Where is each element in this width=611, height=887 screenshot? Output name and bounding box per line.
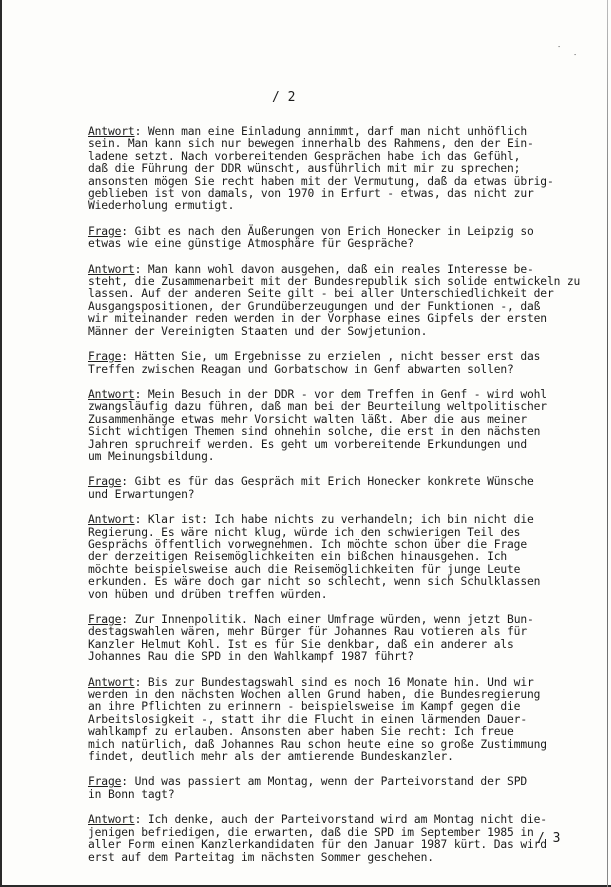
text-line: destagswahlen wären, mehr Bürger für Johannes Rau votieren als für: [88, 625, 527, 639]
answer-label: Antwort: [88, 813, 135, 827]
text-line: an ihre Pflichten zu erinnern - beispielsweise im Kampf gegen die: [88, 700, 521, 714]
text-line: [88, 476, 558, 488]
text-line: steht, die Zusammenarbeit mit der Bundesrepublik sich solide entwickeln zu: [88, 275, 581, 289]
line-text: : Ich denke, auch der Parteivorstand wird am Montag nicht die-: [134, 813, 547, 827]
text-line: werden in den nächsten Wochen allen Grund haben, die Bundesregierung: [88, 688, 541, 702]
text-line: Sicht wichtigen Themen sind ohnehin solche, die erst in den nächsten: [88, 425, 541, 439]
question-paragraph: [88, 476, 558, 501]
question-paragraph: [88, 776, 558, 801]
answer-paragraph: [88, 389, 558, 463]
answer-label: Antwort: [88, 675, 135, 689]
text-line: mich natürlich, daß Johannes Rau schon heute eine so große Zustimmung: [88, 737, 547, 751]
line-text: : Mein Besuch in der DDR - vor dem Treffen in Genf - wird wohl: [134, 387, 547, 401]
page-number: / 2: [272, 90, 296, 105]
text-line: Ausgangspositionen, der Grundüberzeugungen und der Funktionen -, daß: [88, 299, 541, 313]
text-line: Jahren spruchreif werden. Es geht um vorbereitende Erkundungen und: [88, 437, 527, 451]
text-line: Johannes Rau die SPD in den Wahlkampf 1987 führt?: [88, 650, 414, 664]
text-line: Männer der Vereinigten Staaten und der Sowjetunion.: [88, 324, 428, 338]
question-label: Frage: [88, 475, 122, 489]
text-line: Arbeitslosigkeit -, statt ihr die Flucht in einen lärmenden Dauer-: [88, 712, 527, 726]
answer-label: Antwort: [88, 262, 135, 276]
text-line: von hüben und drüben treffen würden.: [88, 587, 328, 601]
text-line: Treffen zwischen Reagan und Gorbatschow in Genf abwarten sollen?: [88, 362, 514, 376]
text-line: Kanzler Helmut Kohl. Ist es für Sie denkbar, daß ein anderer als: [88, 637, 514, 651]
text-line: ladene setzt. Nach vorbereitenden Gesprächen habe ich das Gefühl,: [88, 149, 521, 163]
question-paragraph: [88, 351, 558, 376]
text-line: Regierung. Es wäre nicht klug, würde ich den schwierigen Teil des: [88, 525, 521, 539]
line-text: : Gibt es für das Gespräch mit Erich Honecker konkrete Wünsche: [121, 475, 534, 489]
answer-paragraph: [88, 262, 581, 338]
answer-label: Antwort: [88, 387, 135, 401]
line-text: : Bis zur Bundestagswahl sind es noch 16 Monate hin. Und wir: [134, 675, 534, 689]
text-line: etwas wie eine günstige Atmosphäre für Gespräche?: [88, 237, 414, 251]
text-line: möchte beispielsweise auch die Reisemöglichkeiten für junge Leute: [88, 562, 521, 576]
answer-label: Antwort: [88, 513, 135, 527]
text-line: findet, deutlich mehr als der amtierende Bundeskanzler.: [88, 750, 454, 764]
text-line: um Meinungsbildung.: [88, 449, 215, 463]
text-line: wahlkampf zu erlauben. Ansonsten aber haben Sie recht: Ich freue: [88, 725, 514, 739]
question-paragraph: [88, 614, 558, 664]
answer-paragraph: [88, 126, 558, 213]
text-line: [88, 514, 558, 526]
line-text: : Und was passiert am Montag, wenn der Parteivorstand der SPD: [121, 775, 527, 789]
interview-text: [88, 125, 581, 877]
text-line: ansonsten mögen Sie recht haben mit der Vermutung, daß da etwas übrig-: [88, 174, 554, 188]
answer-paragraph: [88, 813, 561, 864]
page-edge: [607, 0, 608, 887]
text-line: erkunden. Es wäre doch gar nicht so schlecht, wenn sich Schulklassen: [88, 575, 541, 589]
answer-paragraph: [88, 677, 558, 764]
next-page-number: / 3: [537, 831, 561, 846]
line-text: : Gibt es nach den Äußerungen von Erich Honecker in Leipzig so: [121, 224, 534, 238]
text-line: erst auf dem Parteitag im nächsten Sommer geschehen.: [88, 850, 434, 864]
text-line: wir miteinander reden werden in der Vorphase eines Gipfels der ersten: [88, 312, 547, 326]
text-line: [88, 776, 558, 788]
answer-label: Antwort: [88, 125, 135, 138]
question-label: Frage: [88, 350, 122, 364]
question-label: Frage: [88, 224, 122, 238]
text-line: Zusammenhänge etwas mehr Vorsicht walten läßt. Aber die aus meiner: [88, 412, 527, 426]
line-text: : Hätten Sie, um Ergebnisse zu erzielen , nicht besser erst das: [121, 350, 541, 364]
text-line: Wiederholung ermutigt.: [88, 199, 235, 213]
scan-speck: ⸳: [558, 41, 561, 50]
line-text: : Wenn man eine Einladung annimmt, darf man nicht unhöflich: [134, 125, 527, 138]
answer-paragraph: [88, 514, 558, 601]
text-line: Gesprächs öffentlich vorwegnehmen. Ich möchte schon über die Frage: [88, 537, 527, 551]
text-line: [88, 814, 558, 826]
scan-speck: ⸳: [574, 49, 577, 58]
text-line: der derzeitigen Reisemöglichkeiten ein bißchen hinausgehen. Ich: [88, 550, 508, 564]
text-line: lassen. Auf der anderen Seite gilt - bei aller Unterschiedlichkeit der: [88, 287, 554, 301]
line-text: : Klar ist: Ich habe nichts zu verhandeln; ich bin nicht die: [134, 513, 534, 527]
question-label: Frage: [88, 775, 122, 789]
text-line: jenigen befriedigen, die erwarten, daß die SPD im September 1985 in: [88, 825, 534, 839]
question-label: Frage: [88, 613, 122, 626]
text-line: in Bonn tagt?: [88, 787, 175, 801]
text-line: sein. Man kann sich nur bewegen innerhalb des Rahmens, den der Ein-: [88, 137, 534, 151]
line-text: : Man kann wohl davon ausgehen, daß ein reales Interesse be-: [134, 262, 534, 276]
text-line: [88, 351, 558, 363]
text-line: zwangsläufig dazu führen, daß man bei der Beurteilung weltpolitischer: [88, 400, 547, 414]
text-line: daß die Führung der DDR wünscht, ausführlich mit mir zu sprechen;: [88, 162, 521, 176]
line-text: : Zur Innenpolitik. Nach einer Umfrage würden, wenn jetzt Bun-: [121, 613, 534, 626]
text-line: geblieben ist von damals, von 1970 in Erfurt - etwas, das nicht zur: [88, 187, 534, 201]
text-line: und Erwartungen?: [88, 487, 195, 501]
text-line: aller Form einen Kanzlerkandidaten für den Januar 1987 kürt. Das wird: [88, 838, 547, 852]
question-paragraph: [88, 226, 558, 251]
